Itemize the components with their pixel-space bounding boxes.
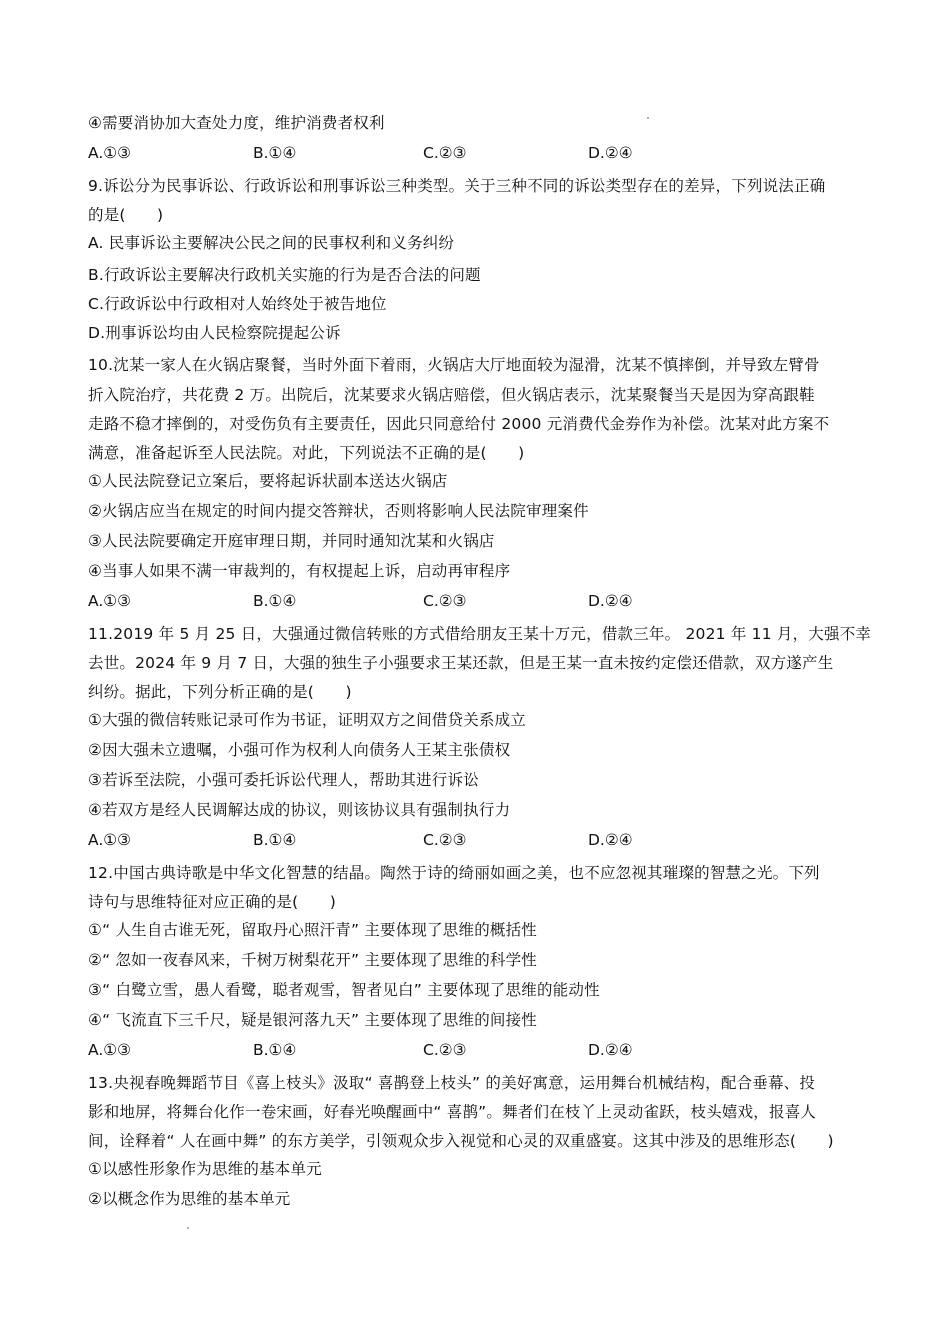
q12-item-2: ②“ 忽如一夜春风来，千树万树梨花开” 主要体现了思维的科学性 bbox=[88, 951, 538, 969]
q9-choice-b[interactable]: B.行政诉讼主要解决行政机关实施的行为是否合法的问题 bbox=[88, 266, 481, 284]
q10-stem-line-3: 走路不稳才摔倒的，对受伤负有主要责任，因此只同意给付 2000 元消费代金券作为补偿。沈某对此方案不 bbox=[88, 415, 830, 433]
q10-item-2: ②火锅店应当在规定的时间内提交答辩状，否则将影响人民法院审理案件 bbox=[88, 502, 589, 520]
q12-item-3: ③“ 白鹭立雪，愚人看鹭，聪者观雪，智者见白” 主要体现了思维的能动性 bbox=[88, 981, 600, 999]
scan-speck bbox=[187, 1227, 189, 1229]
q11-item-4: ④若双方是经人民调解达成的协议，则该协议具有强制执行力 bbox=[88, 801, 511, 819]
q10-option-d[interactable]: D.②④ bbox=[588, 592, 633, 610]
q11-stem-line-3: 纠纷。据此，下列分析正确的是( ) bbox=[88, 683, 352, 701]
q12-options bbox=[88, 1040, 788, 1060]
q9-choice-c[interactable]: C.行政诉讼中行政相对人始终处于被告地位 bbox=[88, 295, 387, 313]
q13-item-1: ①以感性形象作为思维的基本单元 bbox=[88, 1160, 322, 1178]
q11-option-d[interactable]: D.②④ bbox=[588, 831, 633, 849]
q13-item-2: ②以概念作为思维的基本单元 bbox=[88, 1190, 291, 1208]
q8-option-b[interactable]: B.①④ bbox=[253, 144, 297, 162]
q10-option-c[interactable]: C.②③ bbox=[423, 592, 467, 610]
q11-options bbox=[88, 830, 788, 850]
q10-options bbox=[88, 591, 788, 611]
q10-option-a[interactable]: A.①③ bbox=[88, 592, 132, 610]
q8-option-d[interactable]: D.②④ bbox=[588, 144, 633, 162]
q12-option-c[interactable]: C.②③ bbox=[423, 1041, 467, 1059]
q9-choice-d[interactable]: D.刑事诉讼均由人民检察院提起公诉 bbox=[88, 324, 341, 342]
q13-stem-line-1: 13.央视春晚舞蹈节目《喜上枝头》汲取“ 喜鹊登上枝头” 的美好寓意，运用舞台机械结构，配合垂幕、投 bbox=[88, 1074, 816, 1092]
q11-option-c[interactable]: C.②③ bbox=[423, 831, 467, 849]
q9-stem-line-1: 9.诉讼分为民事诉讼、行政诉讼和刑事诉讼三种类型。关于三种不同的诉讼类型存在的差异，下列说法正确 bbox=[88, 177, 826, 195]
q12-item-1: ①“ 人生自古谁无死，留取丹心照汗青” 主要体现了思维的概括性 bbox=[88, 921, 538, 939]
q13-stem-line-3: 间，诠释着“ 人在画中舞” 的东方美学，引领观众步入视觉和心灵的双重盛宴。这其中涉及的思维形态( ) bbox=[88, 1132, 834, 1150]
q9-stem-line-2: 的是( ) bbox=[88, 206, 164, 224]
q13-stem-line-2: 影和地屏，将舞台化作一卷宋画，好春光唤醒画中“ 喜鹊”。舞者们在枝丫上灵动雀跃，枝头嬉戏，报喜人 bbox=[88, 1103, 817, 1121]
q10-stem-line-2: 折入院治疗，共花费 2 万。出院后，沈某要求火锅店赔偿，但火锅店表示，沈某聚餐当天是因为穿高跟鞋 bbox=[88, 386, 815, 404]
q12-stem-line-2: 诗句与思维特征对应正确的是( ) bbox=[88, 893, 336, 911]
q11-item-2: ②因大强未立遗嘱，小强可作为权利人向债务人王某主张债权 bbox=[88, 741, 511, 759]
q10-item-4: ④当事人如果不满一审裁判的，有权提起上诉，启动再审程序 bbox=[88, 562, 511, 580]
q11-option-b[interactable]: B.①④ bbox=[253, 831, 297, 849]
q11-stem-line-1: 11.2019 年 5 月 25 日，大强通过微信转账的方式借给朋友王某十万元，借款三年。 2021 年 11 月，大强不幸 bbox=[88, 625, 872, 643]
q12-stem-line-1: 12.中国古典诗歌是中华文化智慧的结晶。陶然于诗的绮丽如画之美，也不应忽视其璀璨的智慧之光。下列 bbox=[88, 864, 820, 882]
q12-option-d[interactable]: D.②④ bbox=[588, 1041, 633, 1059]
q9-choice-a[interactable]: A. 民事诉讼主要解决公民之间的民事权利和义务纠纷 bbox=[88, 234, 455, 252]
q11-option-a[interactable]: A.①③ bbox=[88, 831, 132, 849]
q12-item-4: ④“ 飞流直下三千尺，疑是银河落九天” 主要体现了思维的间接性 bbox=[88, 1011, 538, 1029]
q10-item-3: ③人民法院要确定开庭审理日期，并同时通知沈某和火锅店 bbox=[88, 532, 495, 550]
q8-item-4: ④需要消协加大查处力度，维护消费者权利 bbox=[88, 114, 385, 132]
q10-stem-line-4: 满意，准备起诉至人民法院。对此，下列说法不正确的是( ) bbox=[88, 444, 525, 462]
q10-stem-line-1: 10.沈某一家人在火锅店聚餐，当时外面下着雨，火锅店大厅地面较为湿滑，沈某不慎摔倒，并导致左臂骨 bbox=[88, 356, 820, 374]
scan-speck bbox=[647, 117, 649, 119]
q10-item-1: ①人民法院登记立案后，要将起诉状副本送达火锅店 bbox=[88, 472, 448, 490]
q8-options bbox=[88, 143, 788, 163]
q11-stem-line-2: 去世。2024 年 9 月 7 日，大强的独生子小强要求王某还款，但是王某一直未按约定偿还借款，双方遂产生 bbox=[88, 654, 834, 672]
q12-option-a[interactable]: A.①③ bbox=[88, 1041, 132, 1059]
q8-option-c[interactable]: C.②③ bbox=[423, 144, 467, 162]
q8-option-a[interactable]: A.①③ bbox=[88, 144, 132, 162]
q11-item-3: ③若诉至法院，小强可委托诉讼代理人，帮助其进行诉讼 bbox=[88, 771, 479, 789]
q10-option-b[interactable]: B.①④ bbox=[253, 592, 297, 610]
q12-option-b[interactable]: B.①④ bbox=[253, 1041, 297, 1059]
q11-item-1: ①大强的微信转账记录可作为书证，证明双方之间借贷关系成立 bbox=[88, 711, 526, 729]
